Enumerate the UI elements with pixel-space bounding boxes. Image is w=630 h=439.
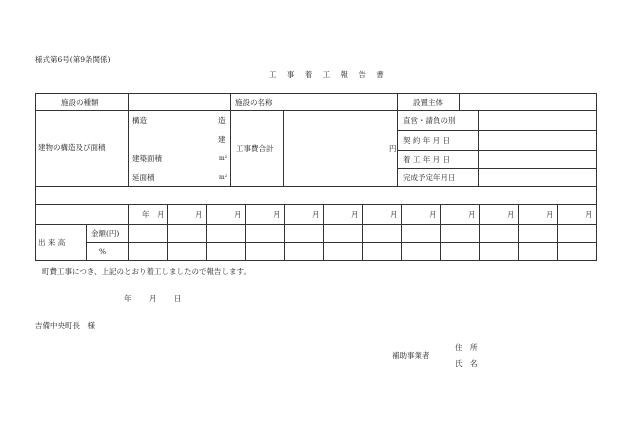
structure-area-label: 建物の構造及び面積 — [38, 143, 106, 152]
month-header: 月 — [546, 210, 554, 219]
month-header: 月 — [351, 210, 359, 219]
month-header: 月 — [195, 210, 203, 219]
form-number-label: 様式第6号(第9条関係) — [35, 55, 111, 64]
installer-label: 設置主体 — [413, 98, 443, 107]
progress-year-month-header: 年 月 — [142, 210, 165, 219]
month-header: 月 — [273, 210, 281, 219]
month-header: 月 — [507, 210, 515, 219]
month-header: 月 — [585, 210, 593, 219]
start-date-label: 着 工 年 月 日 — [403, 155, 451, 164]
date-year: 年 — [124, 294, 132, 303]
floor-area-label: 延面積 — [132, 173, 155, 182]
percent-label: % — [99, 247, 107, 256]
floor-area-unit: m² — [219, 174, 228, 181]
direct-contract-label: 直営・請負の別 — [403, 116, 456, 125]
month-header: 月 — [429, 210, 437, 219]
building-area-label: 建築面積 — [132, 154, 162, 163]
ken-label: 建 — [218, 135, 226, 144]
progress-label: 出 来 高 — [38, 238, 66, 247]
date-day: 日 — [174, 294, 182, 303]
facility-type-label: 施設の種類 — [61, 98, 99, 107]
applicant-address-label: 住 所 — [455, 343, 478, 352]
month-header: 月 — [234, 210, 242, 219]
report-statement: 町費工事につき、上記のとおり着工しましたので報告します。 — [42, 267, 251, 276]
month-header: 月 — [468, 210, 476, 219]
document-title: 工 事 着 工 報 告 書 — [269, 70, 388, 79]
addressee: 吉備中央町長 様 — [35, 321, 95, 330]
completion-date-label: 完成予定年月日 — [403, 173, 456, 182]
month-header: 月 — [390, 210, 398, 219]
month-header: 月 — [312, 210, 320, 219]
date-month: 月 — [149, 294, 157, 303]
yen-unit: 円 — [389, 144, 397, 153]
amount-label: 金額(円) — [91, 229, 120, 238]
building-area-unit: m² — [219, 155, 228, 162]
applicant-label: 補助事業者 — [392, 351, 430, 360]
facility-name-label: 施設の名称 — [235, 98, 273, 107]
zo-label: 造 — [218, 116, 226, 125]
applicant-name-label: 氏 名 — [455, 359, 478, 368]
total-cost-label: 工事費合計 — [236, 144, 274, 153]
contract-date-label: 契 約 年 月 日 — [403, 136, 451, 145]
structure-label: 構造 — [132, 116, 147, 125]
